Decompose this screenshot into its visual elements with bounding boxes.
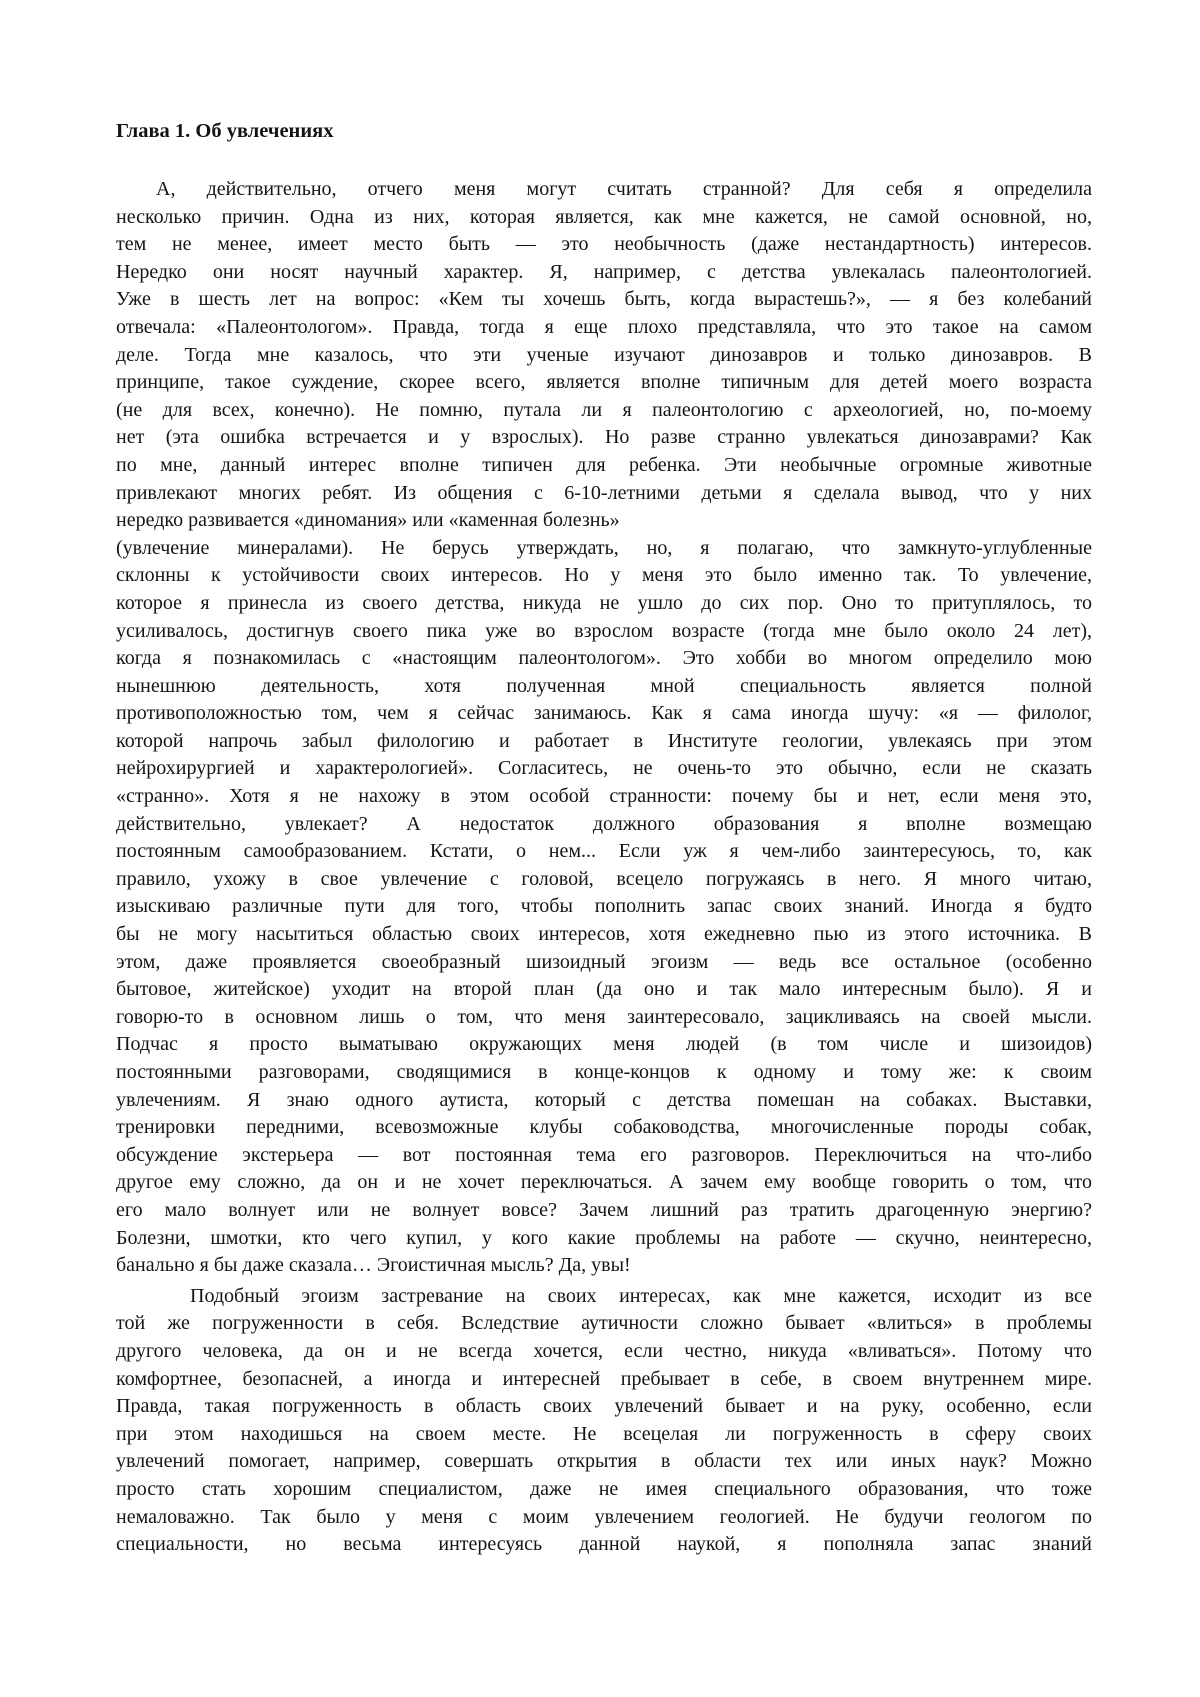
text-line: специальности, но весьма интересуясь данной наукой, я пополняла запас знаний bbox=[116, 1533, 1092, 1556]
text-line: отвечала: «Палеонтологом». Правда, тогда я еще плохо представляла, что это такое на самом bbox=[116, 315, 1092, 338]
chapter-heading: Глава 1. Об увлечениях bbox=[116, 120, 334, 142]
text-line: при этом находишься на своем месте. Не всецелая ли погруженность в сферу своих bbox=[116, 1422, 1092, 1445]
text-line: действительно, увлекает? А недостаток должного образования я вполне возмещаю bbox=[116, 812, 1092, 835]
text-line: обсуждение экстерьера — вот постоянная тема его разговоров. Переключиться на что-либо bbox=[116, 1143, 1092, 1166]
text-line: говорю-то в основном лишь о том, что меня заинтересовало, зацикливаясь на своей мысли. bbox=[116, 1005, 1092, 1028]
text-line: нейрохирургией и характерологией». Согласитесь, не очень-то это обычно, если не сказать bbox=[116, 757, 1092, 780]
text-line: другого человека, да он и не всегда хочется, если честно, никуда «вливаться». Потому что bbox=[116, 1339, 1092, 1362]
text-line: бы не могу насытиться областью своих интересов, хотя ежедневно пью из этого источника. В bbox=[116, 923, 1092, 946]
text-line: немаловажно. Так было у меня с моим увлечением геологией. Не будучи геологом по bbox=[116, 1505, 1092, 1528]
text-line: Правда, такая погруженность в область своих увлечений бывает и на руку, особенно, если bbox=[116, 1395, 1092, 1418]
text-line: которое я принесла из своего детства, никуда не ушло до сих пор. Оно то притуплялось, то bbox=[116, 591, 1092, 614]
text-line: деле. Тогда мне казалось, что эти ученые изучают динозавров и только динозавров. В bbox=[116, 343, 1092, 366]
text-line: по мне, данный интерес вполне типичен для ребенка. Эти необычные огромные животные bbox=[116, 453, 1092, 476]
text-line: Болезни, шмотки, кто чего купил, у кого какие проблемы на работе — скучно, неинтересно, bbox=[116, 1226, 1092, 1249]
text-line: А, действительно, отчего меня могут считать странной? Для себя я определила bbox=[156, 178, 1092, 200]
document-page bbox=[116, 118, 1092, 1559]
text-line: Подобный эгоизм застревание на своих интересах, как мне кажется, исходит из все bbox=[190, 1284, 1092, 1307]
text-line: несколько причин. Одна из них, которая является, как мне кажется, не самой основной, но, bbox=[116, 205, 1092, 228]
text-line: (увлечение минералами). Не берусь утверждать, но, я полагаю, что замкнуто-углубленные bbox=[116, 536, 1092, 559]
text-line: принципе, такое суждение, скорее всего, является вполне типичным для детей моего возраста bbox=[116, 371, 1092, 394]
text-line: «странно». Хотя я не нахожу в этом особой странности: почему бы и нет, если меня это, bbox=[116, 785, 1092, 808]
text-line: Нередко они носят научный характер. Я, например, с детства увлекалась палеонтологией. bbox=[116, 260, 1092, 283]
text-line: тренировки передними, всевозможные клубы собаководства, многочисленные породы собак, bbox=[116, 1116, 1092, 1139]
text-line: нет (эта ошибка встречается и у взрослых). Но разве странно увлекаться динозаврами? Как bbox=[116, 426, 1092, 449]
text-line: нередко развивается «диномания» или «каменная болезнь» bbox=[116, 509, 620, 532]
text-line: банально я бы даже сказала… Эгоистичная мысль? Да, увы! bbox=[116, 1254, 631, 1277]
text-line: привлекают многих ребят. Из общения с 6-10-летними детьми я сделала вывод, что у них bbox=[116, 481, 1092, 504]
text-line: бытовое, житейское) уходит на второй план (да оно и так мало интересным было). Я и bbox=[116, 978, 1092, 1001]
text-line: постоянными разговорами, сводящимися в конце-концов к одному и тому же: к своим bbox=[116, 1061, 1092, 1083]
text-line: нынешнюю деятельность, хотя полученная мной специальность является полной bbox=[116, 674, 1092, 697]
text-line: склонны к устойчивости своих интересов. Но у меня это было именно так. То увлечение, bbox=[116, 564, 1092, 587]
text-line: другое ему сложно, да он и не хочет переключаться. А зачем ему вообще говорить о том, что bbox=[116, 1171, 1092, 1194]
text-line: которой напрочь забыл филологию и работает в Институте геологии, увлекаясь при этом bbox=[116, 729, 1092, 752]
text-line: изыскиваю различные пути для того, чтобы пополнить запас своих знаний. Иногда я будто bbox=[116, 895, 1092, 918]
text-line: просто стать хорошим специалистом, даже не имея специального образования, что тоже bbox=[116, 1477, 1092, 1500]
text-line: комфортнее, безопасней, а иногда и интересней пребывает в себе, в своем внутреннем мире. bbox=[116, 1367, 1092, 1390]
text-line: усиливалось, достигнув своего пика уже во взрослом возрасте (тогда мне было около 24 лет), bbox=[116, 619, 1092, 642]
text-line: этом, даже проявляется своеобразный шизоидный эгоизм — ведь все остальное (особенно bbox=[116, 950, 1092, 973]
text-line: когда я познакомилась с «настоящим палеонтологом». Это хобби во многом определило мою bbox=[116, 647, 1092, 670]
text-line: постоянным самообразованием. Кстати, о нем... Если уж я чем-либо заинтересуюсь, то, как bbox=[116, 840, 1092, 863]
text-line: Уже в шесть лет на вопрос: «Кем ты хочешь быть, когда вырастешь?», — я без колебаний bbox=[116, 288, 1092, 311]
text-line: Подчас я просто выматываю окружающих меня людей (в том числе и шизоидов) bbox=[116, 1033, 1092, 1056]
text-line: тем не менее, имеет место быть — это необычность (даже нестандартность) интересов. bbox=[116, 233, 1092, 256]
text-line: противоположностью том, чем я сейчас занимаюсь. Как я сама иногда шучу: «я — филолог, bbox=[116, 702, 1092, 725]
text-line: увлечениям. Я знаю одного аутиста, который с детства помешан на собаках. Выставки, bbox=[116, 1088, 1092, 1111]
body-text bbox=[116, 176, 1092, 1559]
text-line: правило, ухожу в свое увлечение с головой, всецело погружаясь в него. Я много читаю, bbox=[116, 867, 1092, 890]
text-line: (не для всех, конечно). Не помню, путала ли я палеонтологию с археологией, но, по-моему bbox=[116, 398, 1092, 421]
text-line: увлечений помогает, например, совершать открытия в области тех или иных наук? Можно bbox=[116, 1450, 1092, 1473]
text-line: его мало волнует или не волнует вовсе? Зачем лишний раз тратить драгоценную энергию? bbox=[116, 1198, 1092, 1221]
text-line: той же погруженности в себя. Вследствие аутичности сложно бывает «влиться» в проблемы bbox=[116, 1312, 1092, 1335]
